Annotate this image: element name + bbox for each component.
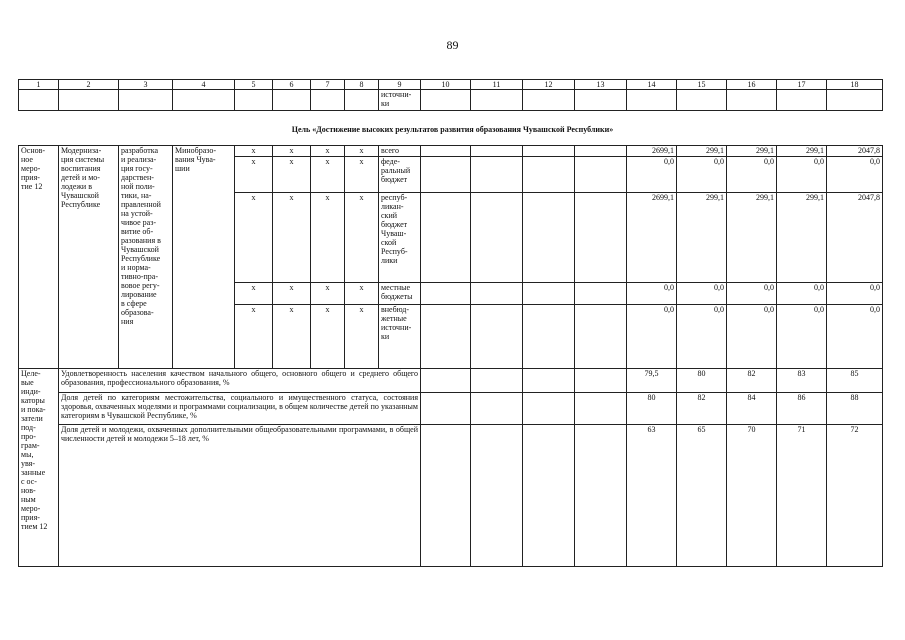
empty-cell (575, 283, 627, 305)
mark-cell: x (273, 146, 311, 157)
mark-cell: x (273, 305, 311, 369)
empty-cell (523, 193, 575, 283)
empty-cell (471, 393, 523, 425)
main-table (18, 145, 883, 567)
indicator-value-cell: 83 (777, 369, 827, 393)
amount-cell: 0,0 (777, 283, 827, 305)
column-number: 9 (379, 80, 421, 90)
indicator-value-cell: 85 (827, 369, 883, 393)
indicator-value-cell: 71 (777, 425, 827, 567)
amount-cell: 299,1 (677, 146, 727, 157)
amount-cell: 2699,1 (627, 146, 677, 157)
empty-cell (523, 425, 575, 567)
column-number: 17 (777, 80, 827, 90)
mark-cell: x (311, 283, 345, 305)
indicator-row (19, 393, 883, 425)
amount-cell: 299,1 (777, 193, 827, 283)
amount-cell: 299,1 (677, 193, 727, 283)
empty-cell (575, 157, 627, 193)
empty-cell (471, 146, 523, 157)
amount-cell: 0,0 (727, 305, 777, 369)
column-number: 6 (273, 80, 311, 90)
indicator-value-cell: 72 (827, 425, 883, 567)
funding-row (19, 146, 883, 157)
column-number: 12 (523, 80, 575, 90)
amount-cell: 299,1 (727, 193, 777, 283)
indicator-text-cell: Доля детей по категориям местожительства, социального и имущественного статуса, состояния здоровья, охваченных моделями и программами социализации, в общем количестве детей по указанным категориям в Чувашской Республике, % (59, 393, 421, 425)
mark-cell: x (235, 146, 273, 157)
column-number: 13 (575, 80, 627, 90)
amount-cell: 0,0 (677, 305, 727, 369)
funding-source-cell: всего (379, 146, 421, 157)
mark-cell: x (235, 193, 273, 283)
column-number: 1 (19, 80, 59, 90)
event-name-cell: Модерниза- ция системы воспитания детей и мо- лодежи в Чувашской Республике (59, 146, 119, 369)
indicator-value-cell: 80 (677, 369, 727, 393)
column-number: 11 (471, 80, 523, 90)
mark-cell: x (235, 305, 273, 369)
empty-cell (523, 157, 575, 193)
indicator-value-cell: 65 (677, 425, 727, 567)
empty-cell (575, 193, 627, 283)
indicator-value-cell: 84 (727, 393, 777, 425)
amount-cell: 0,0 (677, 157, 727, 193)
amount-cell: 299,1 (777, 146, 827, 157)
empty-cell (421, 425, 471, 567)
amount-cell: 0,0 (677, 283, 727, 305)
amount-cell: 0,0 (727, 157, 777, 193)
column-number: 16 (727, 80, 777, 90)
executor-cell: Минобразо- вания Чува- шии (173, 146, 235, 369)
indicator-text-cell: Удовлетворенность населения качеством начального общего, основного общего и среднего общего образования, профессионального образования, % (59, 369, 421, 393)
empty-cell (575, 425, 627, 567)
empty-cell (471, 193, 523, 283)
mark-cell: x (311, 193, 345, 283)
column-number: 2 (59, 80, 119, 90)
empty-cell (575, 393, 627, 425)
mark-cell: x (273, 157, 311, 193)
empty-cell (471, 157, 523, 193)
mark-cell: x (311, 305, 345, 369)
empty-cell (575, 146, 627, 157)
empty-cell (421, 305, 471, 369)
empty-cell (421, 369, 471, 393)
amount-cell: 2047,8 (827, 146, 883, 157)
indicators-label-cell: Целе- вые инди- каторы и пока- затели под- про- грам- мы, увя- занные с ос- нов- ным меро- прия- тием 12 (19, 369, 59, 567)
indicator-value-cell: 82 (727, 369, 777, 393)
indicator-value-cell: 63 (627, 425, 677, 567)
indicator-value-cell: 88 (827, 393, 883, 425)
mark-cell: x (311, 146, 345, 157)
column-number: 8 (345, 80, 379, 90)
page-number: 89 (446, 38, 459, 52)
amount-cell: 0,0 (777, 305, 827, 369)
amount-cell: 0,0 (727, 283, 777, 305)
indicator-row (19, 369, 883, 393)
empty-cell (421, 146, 471, 157)
mark-cell: x (345, 193, 379, 283)
amount-cell: 0,0 (627, 305, 677, 369)
sources-continuation-cell: источни- ки (379, 90, 421, 111)
empty-cell (523, 283, 575, 305)
mark-cell: x (345, 283, 379, 305)
empty-cell (471, 305, 523, 369)
funding-source-cell: внебюд- жетные источни- ки (379, 305, 421, 369)
amount-cell: 0,0 (777, 157, 827, 193)
column-number: 18 (827, 80, 883, 90)
indicator-value-cell: 86 (777, 393, 827, 425)
amount-cell: 299,1 (727, 146, 777, 157)
empty-cell (471, 425, 523, 567)
indicator-row (19, 425, 883, 567)
mark-cell: x (235, 157, 273, 193)
indicator-value-cell: 70 (727, 425, 777, 567)
continuation-row (19, 90, 883, 111)
amount-cell: 0,0 (827, 305, 883, 369)
event-description-cell: разработка и реализа- ция госу- дарствен- ной поли- тики, на- правленной на устой- чивое раз- витие об- разования в Чувашской Республике и норма- тивно-пра- вовое регу- лирование в сфере образова- ния (119, 146, 173, 369)
goal-title: Цель «Достижение высоких результатов развития образования Чувашской Республики» (291, 125, 614, 134)
mark-cell: x (345, 305, 379, 369)
empty-cell (523, 305, 575, 369)
empty-cell (575, 305, 627, 369)
column-number-row (19, 80, 883, 90)
event-type-cell: Основ- ное меро- прия- тие 12 (19, 146, 59, 369)
mark-cell: x (235, 283, 273, 305)
empty-cell (575, 369, 627, 393)
column-number: 4 (173, 80, 235, 90)
mark-cell: x (311, 157, 345, 193)
empty-cell (471, 369, 523, 393)
empty-cell (421, 193, 471, 283)
amount-cell: 0,0 (827, 157, 883, 193)
empty-cell (523, 369, 575, 393)
indicator-value-cell: 80 (627, 393, 677, 425)
header-table (18, 79, 883, 111)
indicator-value-cell: 79,5 (627, 369, 677, 393)
amount-cell: 0,0 (627, 283, 677, 305)
column-number: 15 (677, 80, 727, 90)
amount-cell: 0,0 (827, 283, 883, 305)
empty-cell (523, 393, 575, 425)
column-number: 7 (311, 80, 345, 90)
empty-cell (421, 157, 471, 193)
funding-source-cell: местные бюджеты (379, 283, 421, 305)
mark-cell: x (345, 146, 379, 157)
empty-cell (421, 283, 471, 305)
mark-cell: x (273, 283, 311, 305)
funding-source-cell: феде- ральный бюджет (379, 157, 421, 193)
indicator-text-cell: Доля детей и молодежи, охваченных дополнительными общеобразовательными программами, в общей численности детей и молодежи 5–18 лет, % (59, 425, 421, 567)
column-number: 14 (627, 80, 677, 90)
column-number: 3 (119, 80, 173, 90)
column-number: 10 (421, 80, 471, 90)
indicator-value-cell: 82 (677, 393, 727, 425)
funding-source-cell: респуб- ликан- ский бюджет Чуваш- ской Респуб- лики (379, 193, 421, 283)
mark-cell: x (273, 193, 311, 283)
empty-cell (471, 283, 523, 305)
amount-cell: 2699,1 (627, 193, 677, 283)
mark-cell: x (345, 157, 379, 193)
amount-cell: 2047,8 (827, 193, 883, 283)
column-number: 5 (235, 80, 273, 90)
empty-cell (421, 393, 471, 425)
empty-cell (523, 146, 575, 157)
amount-cell: 0,0 (627, 157, 677, 193)
